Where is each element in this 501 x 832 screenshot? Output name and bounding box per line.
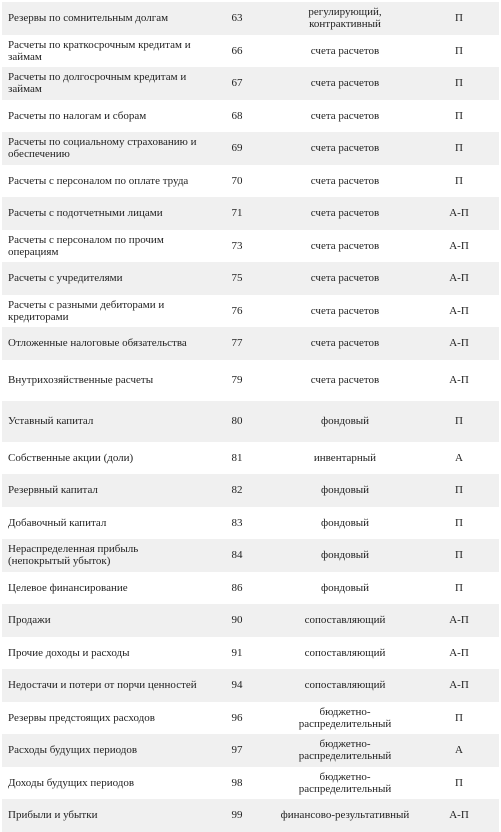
account-type: бюджетно-распределительный	[271, 702, 419, 735]
account-code: 76	[203, 295, 271, 328]
account-name: Расчеты с учредителями	[2, 262, 203, 295]
account-name: Резервы предстоящих расходов	[2, 702, 203, 735]
account-class: П	[419, 35, 499, 68]
account-type: сопоставляющий	[271, 604, 419, 637]
table-row	[2, 360, 499, 401]
account-code: 79	[203, 360, 271, 401]
account-class: П	[419, 132, 499, 165]
account-name: Расчеты по налогам и сборам	[2, 100, 203, 133]
account-name: Добавочный капитал	[2, 507, 203, 540]
account-code: 71	[203, 197, 271, 230]
account-name: Уставный капитал	[2, 401, 203, 442]
account-name: Расчеты по социальному страхованию и обеспечению	[2, 132, 203, 165]
account-class: А-П	[419, 604, 499, 637]
account-type: фондовый	[271, 474, 419, 507]
account-type: счета расчетов	[271, 67, 419, 100]
account-name: Прочие доходы и расходы	[2, 637, 203, 670]
account-name: Собственные акции (доли)	[2, 442, 203, 475]
account-class: П	[419, 165, 499, 198]
table-row	[2, 262, 499, 295]
chart-of-accounts-table	[2, 2, 499, 832]
table-row	[2, 2, 499, 35]
account-class: П	[419, 2, 499, 35]
table-body	[2, 2, 499, 832]
account-name: Продажи	[2, 604, 203, 637]
account-code: 82	[203, 474, 271, 507]
account-code: 84	[203, 539, 271, 572]
account-class: А	[419, 734, 499, 767]
account-class: П	[419, 767, 499, 800]
account-name: Резервы по сомнительным долгам	[2, 2, 203, 35]
account-class: А-П	[419, 262, 499, 295]
account-class: А	[419, 442, 499, 475]
account-class: П	[419, 67, 499, 100]
account-class: А-П	[419, 669, 499, 702]
table-row	[2, 230, 499, 263]
account-class: П	[419, 401, 499, 442]
account-class: А-П	[419, 327, 499, 360]
account-class: П	[419, 474, 499, 507]
account-code: 66	[203, 35, 271, 68]
account-class: А-П	[419, 197, 499, 230]
table-row	[2, 702, 499, 735]
table-row	[2, 442, 499, 475]
table-row	[2, 734, 499, 767]
account-code: 94	[203, 669, 271, 702]
table-row	[2, 767, 499, 800]
account-class: П	[419, 100, 499, 133]
account-type: сопоставляющий	[271, 669, 419, 702]
account-class: П	[419, 572, 499, 605]
account-code: 99	[203, 799, 271, 832]
account-name: Прибыли и убытки	[2, 799, 203, 832]
table-row	[2, 100, 499, 133]
account-code: 77	[203, 327, 271, 360]
table-row	[2, 572, 499, 605]
account-code: 96	[203, 702, 271, 735]
account-class: А-П	[419, 360, 499, 401]
account-name: Расчеты по долгосрочным кредитам и займам	[2, 67, 203, 100]
table-row	[2, 799, 499, 832]
account-type: счета расчетов	[271, 327, 419, 360]
account-name: Целевое финансирование	[2, 572, 203, 605]
account-code: 81	[203, 442, 271, 475]
account-name: Расчеты с персоналом по прочим операциям	[2, 230, 203, 263]
account-code: 70	[203, 165, 271, 198]
account-code: 63	[203, 2, 271, 35]
table-row	[2, 539, 499, 572]
account-type: фондовый	[271, 507, 419, 540]
account-name: Недостачи и потери от порчи ценностей	[2, 669, 203, 702]
table-row	[2, 474, 499, 507]
account-code: 75	[203, 262, 271, 295]
account-type: инвентарный	[271, 442, 419, 475]
account-code: 67	[203, 67, 271, 100]
account-code: 80	[203, 401, 271, 442]
account-code: 86	[203, 572, 271, 605]
table-row	[2, 35, 499, 68]
table-row	[2, 327, 499, 360]
table-row	[2, 132, 499, 165]
account-name: Доходы будущих периодов	[2, 767, 203, 800]
account-type: фондовый	[271, 572, 419, 605]
account-name: Расчеты с разными дебиторами и кредиторами	[2, 295, 203, 328]
account-type: бюджетно-распределительный	[271, 734, 419, 767]
account-code: 90	[203, 604, 271, 637]
account-type: счета расчетов	[271, 165, 419, 198]
account-type: бюджетно-распределительный	[271, 767, 419, 800]
account-type: счета расчетов	[271, 35, 419, 68]
account-name: Расчеты с подотчетными лицами	[2, 197, 203, 230]
table-row	[2, 507, 499, 540]
account-type: фондовый	[271, 539, 419, 572]
account-type: счета расчетов	[271, 295, 419, 328]
account-class: А-П	[419, 799, 499, 832]
account-class: П	[419, 702, 499, 735]
account-name: Нераспределенная прибыль (непокрытый убыток)	[2, 539, 203, 572]
account-class: П	[419, 539, 499, 572]
account-name: Резервный капитал	[2, 474, 203, 507]
table-row	[2, 165, 499, 198]
account-class: А-П	[419, 230, 499, 263]
table-row	[2, 669, 499, 702]
account-name: Отложенные налоговые обязательства	[2, 327, 203, 360]
account-code: 98	[203, 767, 271, 800]
account-name: Расходы будущих периодов	[2, 734, 203, 767]
account-code: 91	[203, 637, 271, 670]
account-name: Расчеты по краткосрочным кредитам и займам	[2, 35, 203, 68]
account-type: счета расчетов	[271, 100, 419, 133]
account-type: финансово-результативный	[271, 799, 419, 832]
table-row	[2, 295, 499, 328]
account-name: Внутрихозяйственные расчеты	[2, 360, 203, 401]
account-code: 69	[203, 132, 271, 165]
account-code: 73	[203, 230, 271, 263]
table-row	[2, 67, 499, 100]
table-row	[2, 604, 499, 637]
account-type: сопоставляющий	[271, 637, 419, 670]
account-class: А-П	[419, 295, 499, 328]
account-type: счета расчетов	[271, 360, 419, 401]
table-row	[2, 637, 499, 670]
table-row	[2, 401, 499, 442]
account-type: фондовый	[271, 401, 419, 442]
account-code: 83	[203, 507, 271, 540]
account-code: 97	[203, 734, 271, 767]
account-class: П	[419, 507, 499, 540]
table-row	[2, 197, 499, 230]
account-class: А-П	[419, 637, 499, 670]
account-code: 68	[203, 100, 271, 133]
account-type: счета расчетов	[271, 197, 419, 230]
account-type: счета расчетов	[271, 132, 419, 165]
account-name: Расчеты с персоналом по оплате труда	[2, 165, 203, 198]
account-type: счета расчетов	[271, 262, 419, 295]
account-type: регулирующий, контрактивный	[271, 2, 419, 35]
account-type: счета расчетов	[271, 230, 419, 263]
